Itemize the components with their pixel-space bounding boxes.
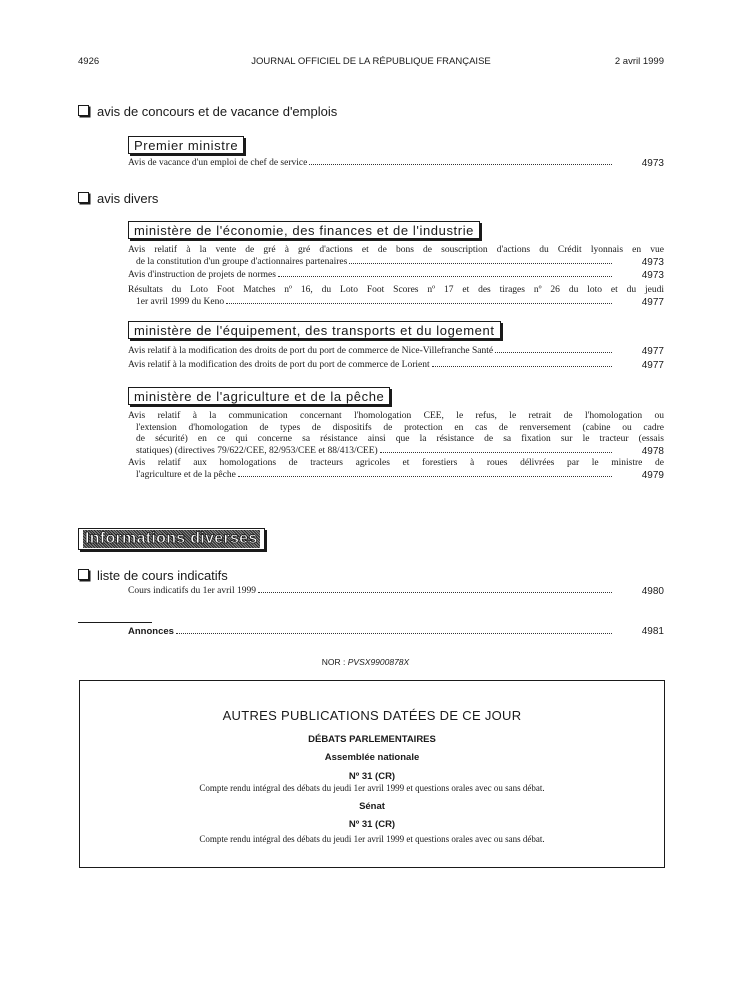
dot-leader xyxy=(380,452,612,453)
dot-leader xyxy=(176,633,612,634)
toc-entry[interactable]: Résultats du Loto Foot Matches nº 16, du Loto Foot Scores nº 17 et des tirages nº 26 du loto et du jeudi 1er avril 1999 du Keno 4977 xyxy=(128,285,664,308)
publications-title: AUTRES PUBLICATIONS DATÉES DE CE JOUR xyxy=(222,708,522,723)
page-ref: 4973 xyxy=(641,158,664,169)
toc-entry[interactable]: Avis d'instruction de projets de normes 4973 xyxy=(128,270,664,281)
dot-leader xyxy=(258,592,612,593)
nor-reference: NOR : PVSX9900878X xyxy=(321,657,410,667)
dot-leader xyxy=(495,352,612,353)
issue-date: 2 avril 1999 xyxy=(614,56,664,67)
page-ref: 4977 xyxy=(641,346,664,357)
senat-name: Sénat xyxy=(359,801,385,812)
page-ref: 4973 xyxy=(641,270,664,281)
checkbox-bullet-icon xyxy=(78,192,89,203)
page-ref: 4981 xyxy=(641,626,664,637)
dot-leader xyxy=(432,366,612,367)
divider xyxy=(78,622,152,623)
checkbox-bullet-icon xyxy=(78,569,89,580)
page-number: 4926 xyxy=(78,56,100,67)
toc-entry[interactable]: Avis relatif à la vente de gré à gré d'actions et de bons de souscription d'actions du Crédit lyonnais en vue de la constitution d'un groupe d'actionnaires partenaires 4973 xyxy=(128,245,664,268)
assemblee-name: Assemblée nationale xyxy=(324,752,420,763)
ministry-agriculture: ministère de l'agriculture et de la pêche xyxy=(128,387,390,405)
page-ref: 4978 xyxy=(641,445,664,457)
toc-entry[interactable]: Cours indicatifs du 1er avril 1999 4980 xyxy=(128,586,664,597)
section-divers-title: avis divers xyxy=(78,191,158,206)
ministry-equipement: ministère de l'équipement, des transports et du logement xyxy=(128,321,501,339)
page-ref: 4977 xyxy=(641,296,664,308)
dot-leader xyxy=(349,263,612,264)
page-header xyxy=(78,56,664,70)
page-ref: 4973 xyxy=(641,256,664,268)
dot-leader xyxy=(226,303,612,304)
ministry-economie: ministère de l'économie, des finances et de l'industrie xyxy=(128,221,480,239)
dot-leader xyxy=(309,164,612,165)
page-ref: 4980 xyxy=(641,586,664,597)
section-cours-title: liste de cours indicatifs xyxy=(78,568,228,583)
dot-leader xyxy=(278,276,612,277)
page-ref: 4977 xyxy=(641,360,664,371)
senat-number: Nº 31 (CR) xyxy=(348,819,396,830)
toc-entry[interactable]: Avis de vacance d'un emploi de chef de service 4973 xyxy=(128,158,664,169)
ministry-premier-ministre: Premier ministre xyxy=(128,136,244,154)
assemblee-number: Nº 31 (CR) xyxy=(348,771,396,782)
toc-entry[interactable]: Avis relatif à la communication concernant l'homologation CEE, le refus, le retrait de l'homologation ou l'extension d'homologation de types de dispositifs de protection en cas de renversement (cabine ou cadre de sécurité) en ce qui concerne sa résistance ainsi que la résistance de sa fixation sur le tracteur (essais statiques) (directives 79/622/CEE, 82/953/CEE et 88/413/CEE) 4978 xyxy=(128,411,664,457)
senat-description: Compte rendu intégral des débats du jeudi 1er avril 1999 et questions orales avec ou sans débat. xyxy=(199,834,545,844)
page-ref: 4979 xyxy=(641,469,664,481)
publications-subtitle: DÉBATS PARLEMENTAIRES xyxy=(308,734,436,745)
toc-entry-annonces[interactable]: Annonces 4981 xyxy=(128,626,664,637)
dot-leader xyxy=(238,476,612,477)
toc-entry[interactable]: Avis relatif à la modification des droits de port du port de commerce de Lorient 4977 xyxy=(128,360,664,371)
other-publications-box xyxy=(79,680,665,868)
informations-diverses-banner: Informations diverses xyxy=(78,528,265,550)
toc-entry[interactable]: Avis relatif à la modification des droits de port du port de commerce de Nice-Villefranche Santé 4977 xyxy=(128,346,664,357)
section-concours-title: avis de concours et de vacance d'emplois xyxy=(78,104,337,119)
checkbox-bullet-icon xyxy=(78,105,89,116)
assemblee-description: Compte rendu intégral des débats du jeudi 1er avril 1999 et questions orales avec ou sans débat. xyxy=(199,783,545,793)
toc-entry[interactable]: Avis relatif aux homologations de tracteurs agricoles et forestiers à roues délivrées par le ministre de l'agriculture et de la pêche 4979 xyxy=(128,458,664,481)
journal-title: JOURNAL OFFICIEL DE LA RÉPUBLIQUE FRANÇAISE xyxy=(251,56,491,67)
